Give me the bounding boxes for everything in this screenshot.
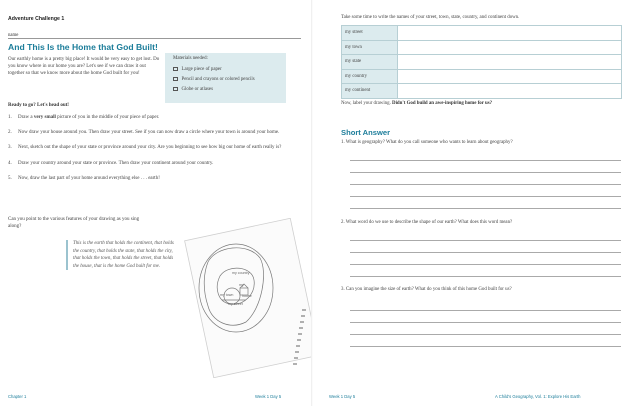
answer-line[interactable]: [350, 196, 621, 197]
step-number: 1.: [8, 115, 12, 120]
checkbox[interactable]: [173, 87, 178, 92]
answer-line[interactable]: [350, 334, 621, 335]
material-item: [173, 74, 278, 84]
material-label: Large piece of paper: [181, 66, 222, 72]
step-item: [8, 114, 302, 121]
right-page: [313, 0, 625, 406]
footer-book-title: A Child's Geography, Vol. 1: Explore His Earth: [495, 394, 581, 399]
step-item: [8, 160, 302, 167]
step-item: [8, 129, 302, 136]
answer-cell[interactable]: [398, 40, 622, 55]
materials-heading: Materials needed:: [173, 56, 208, 61]
table-intro: Take some time to write the names of your street, town, state, country, and continent down.: [341, 15, 520, 20]
answer-line[interactable]: [350, 160, 621, 161]
adventure-header: Adventure Challenge 1: [8, 16, 65, 22]
table-row: [342, 55, 622, 70]
question-2: 2. What word do we use to describe the shape of our earth? What does this word mean?: [341, 220, 513, 225]
label-my-street: my street: [228, 302, 243, 306]
answer-line[interactable]: [350, 310, 621, 311]
answer-cell[interactable]: [398, 69, 622, 84]
page-title: And This Is the Home that God Built!: [8, 42, 158, 52]
checkbox[interactable]: [173, 67, 178, 72]
row-label: my town: [342, 40, 398, 55]
material-item: [173, 84, 278, 94]
material-label: Pencil and crayons or colored pencils: [181, 76, 255, 82]
step-item: [8, 175, 302, 182]
step-text: Next, sketch out the shape of your state or province around your city. Are you beginning to see how big our home of earth really is?: [18, 145, 282, 151]
checkbox[interactable]: [173, 77, 178, 82]
name-field[interactable]: [8, 33, 301, 39]
table-row: [342, 40, 622, 55]
step-number: 5.: [8, 175, 12, 181]
row-label: my country: [342, 69, 398, 84]
steps-list: [8, 114, 302, 190]
step-item: [8, 144, 302, 151]
short-answer-heading: Short Answer: [341, 128, 391, 137]
step-text: Draw a very small picture of you in the middle of your piece of paper.: [18, 115, 160, 120]
answer-cell[interactable]: [398, 55, 622, 70]
label-my-town: my town: [220, 293, 234, 297]
answer-line[interactable]: [350, 264, 621, 265]
material-item: [173, 64, 278, 74]
answer-line[interactable]: [350, 240, 621, 241]
question-1: 1. What is geography? What do you call someone who wants to learn about geography?: [341, 140, 513, 145]
step-number: 3.: [8, 145, 12, 151]
table-row: [342, 69, 622, 84]
answer-line[interactable]: [350, 276, 621, 277]
answer-line[interactable]: [350, 346, 621, 347]
footer-week: Week 1 Day 5: [329, 394, 356, 399]
table-row: [342, 84, 622, 99]
song-poem: This is the earth that holds the continent, that holds the country, that holds the state, that holds the city, that holds the town, that holds the street, that holds the house, that is the home God built for me.: [66, 240, 174, 270]
footer-week: Week 1 Day 5: [255, 394, 282, 399]
answer-cell[interactable]: [398, 26, 622, 41]
answer-line[interactable]: [350, 252, 621, 253]
material-label: Globe or atlases: [181, 86, 214, 92]
answer-line[interactable]: [350, 184, 621, 185]
question-3: 3. Can you imagine the size of earth? What do you think of this home God built for us?: [341, 287, 512, 292]
step-text: Now draw your house around you. Then draw your street. See if you can now draw a circle where your town is around your home.: [18, 130, 280, 136]
footer-chapter: Chapter 1: [8, 394, 27, 399]
step-text: Draw your country around your state or province. Then draw your continent around your country.: [18, 160, 214, 166]
ready-heading: Ready to go? Let's head out!: [8, 103, 69, 108]
table-row: [342, 26, 622, 41]
answer-line[interactable]: [350, 322, 621, 323]
row-label: my street: [342, 26, 398, 41]
step-number: 4.: [8, 160, 12, 166]
earth-drawing-illustration: [182, 218, 322, 378]
point-question: Can you point to the various features of your drawing as you sing along?: [8, 217, 140, 229]
label-my-country: my country: [232, 271, 250, 275]
row-label: my continent: [342, 84, 398, 99]
label-instruction: Now, label your drawing. Didn't God build an awe-inspiring home for us?: [341, 101, 493, 106]
label-house: house: [242, 294, 252, 298]
step-number: 2.: [8, 130, 12, 136]
step-text: Now, draw the last part of your home around everything else . . . earth!: [18, 175, 160, 181]
answer-cell[interactable]: [398, 84, 622, 99]
name-label: name: [8, 33, 19, 38]
row-label: my state: [342, 55, 398, 70]
materials-box: [165, 53, 286, 103]
answer-line[interactable]: [350, 172, 621, 173]
names-table: [341, 25, 622, 99]
answer-line[interactable]: [350, 208, 621, 209]
intro-text: Our earthly home is a pretty big place! It would be very easy to get lost. Do you know where in our home you are? Let's see if we can draw it out together so that we know more about the home God built for you!: [8, 57, 160, 76]
left-page: [0, 0, 312, 406]
label-my-city: my: [239, 283, 244, 287]
